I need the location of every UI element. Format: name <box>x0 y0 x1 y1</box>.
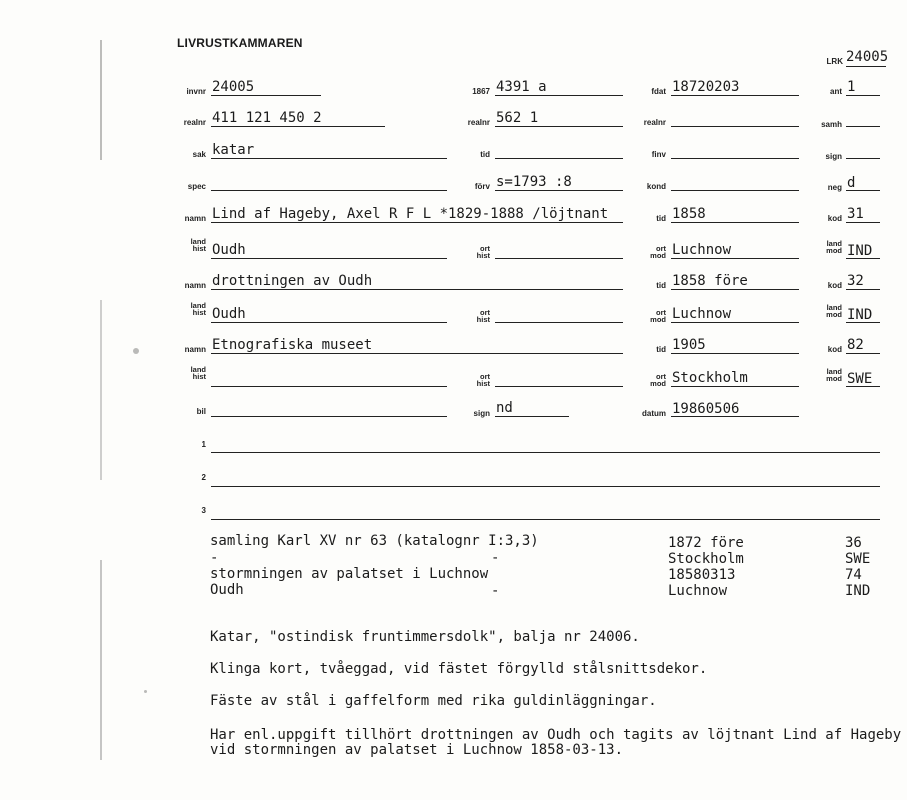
samh-line <box>846 126 880 127</box>
datum-label: datum <box>642 409 666 418</box>
scan-edge-mark <box>100 560 102 760</box>
kod-label: kod <box>827 281 842 290</box>
finv-line <box>671 158 799 159</box>
tid-label: tid <box>480 150 490 159</box>
ort-mod-value: Luchnow <box>672 242 732 258</box>
extra-table-cell: SWE <box>845 551 871 567</box>
kond-line <box>671 190 799 191</box>
realnr-line <box>211 126 385 127</box>
line-number: 1 <box>201 440 206 449</box>
extra-table-cell: Luchnow <box>668 583 728 599</box>
spec-line <box>211 190 447 191</box>
samh-label: samh <box>821 120 842 129</box>
realnr2-line <box>495 126 623 127</box>
spec-label: spec <box>187 182 206 191</box>
y1867-line <box>495 95 623 96</box>
extra-table-cell: 18580313 <box>668 567 736 583</box>
land-hist-label: land hist <box>190 237 206 253</box>
kod-line <box>846 222 880 223</box>
ort-hist-line <box>495 258 623 259</box>
datum-value: 19860506 <box>672 401 740 417</box>
tid-label: tid <box>656 214 666 223</box>
numbered-line <box>211 452 880 453</box>
kod-value: 31 <box>847 206 864 222</box>
land-mod-value: IND <box>847 243 873 259</box>
kod-line <box>846 353 880 354</box>
neg-value: d <box>847 175 856 191</box>
land-hist-label: land hist <box>190 301 206 317</box>
invnr-line <box>211 95 321 96</box>
tid-label: tid <box>656 345 666 354</box>
extra-table-cell: samling Karl XV nr 63 (katalognr I:3,3) <box>210 533 539 549</box>
namn-label: namn <box>184 281 206 290</box>
extra-table-cell: 1872 före <box>668 535 744 551</box>
forv-label: förv <box>474 182 490 191</box>
kond-label: kond <box>646 182 666 191</box>
neg-label: neg <box>827 183 842 192</box>
realnr3-line <box>671 126 799 127</box>
realnr-label: realnr <box>183 118 206 127</box>
ant-value: 1 <box>847 79 856 95</box>
realnr2-value: 562 1 <box>496 110 539 126</box>
tid-line <box>671 222 799 223</box>
land-hist-label: land hist <box>190 365 206 381</box>
tid-line <box>495 158 623 159</box>
land-mod-label: land mod <box>826 239 842 255</box>
kod-label: kod <box>827 214 842 223</box>
ort-mod-value: Stockholm <box>672 370 748 386</box>
forv-value: s=1793 :8 <box>496 174 572 190</box>
note-line: Har enl.uppgift tillhört drottningen av Oudh och tagits av löjtnant Lind af Hageby <box>210 727 902 743</box>
ort-mod-label: ort mod <box>650 244 666 260</box>
sign-line <box>495 416 569 417</box>
tid-value: 1905 <box>672 337 706 353</box>
extra-table-cell: - <box>491 583 500 599</box>
sign-line <box>846 158 880 159</box>
tid-value: 1858 <box>672 206 706 222</box>
extra-table-cell: 36 <box>845 535 862 551</box>
land-mod-label: land mod <box>826 303 842 319</box>
land-hist-line <box>211 258 447 259</box>
extra-table-cell: - <box>210 550 219 566</box>
ant-line <box>846 95 880 96</box>
scan-edge-mark <box>100 40 102 160</box>
numbered-line <box>211 486 880 487</box>
invnr-label: invnr <box>186 87 206 96</box>
bil-line <box>211 416 447 417</box>
land-mod-line <box>846 258 880 259</box>
kod-line <box>846 289 880 290</box>
realnr2-label: realnr <box>467 118 490 127</box>
tid-value: 1858 före <box>672 273 748 289</box>
neg-line <box>846 190 880 191</box>
sign-value: nd <box>496 400 513 416</box>
scan-speck <box>133 348 139 354</box>
note-line: Klinga kort, tvåeggad, vid fästet förgylld stålsnittsdekor. <box>210 661 708 677</box>
sak-line <box>211 158 447 159</box>
land-mod-value: IND <box>847 307 873 323</box>
invnr-value: 24005 <box>212 79 255 95</box>
extra-table-cell: Oudh <box>210 582 244 598</box>
realnr-value: 411 121 450 2 <box>212 110 322 126</box>
land-mod-line <box>846 386 880 387</box>
finv-label: finv <box>651 150 666 159</box>
fdat-label: fdat <box>651 87 666 96</box>
sign-label: sign <box>825 152 842 161</box>
namn-line <box>211 289 623 290</box>
bil-label: bil <box>196 407 206 416</box>
namn-line <box>211 222 623 223</box>
land-hist-line <box>211 322 447 323</box>
kod-value: 32 <box>847 273 864 289</box>
scan-speck <box>144 690 147 693</box>
ort-mod-line <box>671 322 799 323</box>
scan-edge-mark <box>100 300 102 480</box>
sign-label: sign <box>473 409 490 418</box>
note-line: Katar, "ostindisk fruntimmersdolk", balja nr 24006. <box>210 629 640 645</box>
land-mod-line <box>846 322 880 323</box>
datum-line <box>671 416 799 417</box>
ort-hist-label: ort hist <box>476 308 490 324</box>
land-mod-label: land mod <box>826 367 842 383</box>
lrk-label: LRK <box>826 57 843 66</box>
ort-hist-line <box>495 386 623 387</box>
tid-line <box>671 353 799 354</box>
fdat-line <box>671 95 799 96</box>
extra-table-cell: Stockholm <box>668 551 744 567</box>
ort-mod-value: Luchnow <box>672 306 732 322</box>
land-mod-value: SWE <box>847 371 873 387</box>
extra-table-cell: 74 <box>845 567 862 583</box>
ort-mod-line <box>671 258 799 259</box>
note-line: Fäste av stål i gaffelform med rika guldinläggningar. <box>210 693 657 709</box>
ort-mod-label: ort mod <box>650 372 666 388</box>
land-hist-value: Oudh <box>212 306 246 322</box>
forv-line <box>495 190 623 191</box>
ort-hist-line <box>495 322 623 323</box>
y1867-value: 4391 a <box>496 79 547 95</box>
extra-table-cell: stormningen av palatset i Luchnow <box>210 566 489 582</box>
kod-label: kod <box>827 345 842 354</box>
tid-line <box>671 289 799 290</box>
lrk-line <box>846 66 886 67</box>
namn-label: namn <box>184 345 206 354</box>
numbered-line <box>211 519 880 520</box>
sak-label: sak <box>192 150 206 159</box>
ant-label: ant <box>830 87 842 96</box>
y1867-label: 1867 <box>472 87 490 96</box>
institution-title: LIVRUSTKAMMAREN <box>177 36 303 50</box>
extra-table-cell: - <box>491 550 500 566</box>
line-number: 3 <box>201 506 206 515</box>
namn-value: drottningen av Oudh <box>212 273 373 289</box>
namn-label: namn <box>184 214 206 223</box>
namn-line <box>211 353 623 354</box>
ort-hist-label: ort hist <box>476 244 490 260</box>
note-line: vid stormningen av palatset i Luchnow 1858-03-13. <box>210 742 624 758</box>
realnr3-label: realnr <box>643 118 666 127</box>
ort-mod-label: ort mod <box>650 308 666 324</box>
land-hist-line <box>211 386 447 387</box>
kod-value: 82 <box>847 337 864 353</box>
ort-mod-line <box>671 386 799 387</box>
line-number: 2 <box>201 473 206 482</box>
lrk-value: 24005 <box>846 49 889 65</box>
tid-label: tid <box>656 281 666 290</box>
namn-value: Lind af Hageby, Axel R F L *1829-1888 /löjtnant <box>212 206 609 222</box>
fdat-value: 18720203 <box>672 79 740 95</box>
extra-table-cell: IND <box>845 583 871 599</box>
land-hist-value: Oudh <box>212 242 246 258</box>
namn-value: Etnografiska museet <box>212 337 373 353</box>
ort-hist-label: ort hist <box>476 372 490 388</box>
sak-value: katar <box>212 142 255 158</box>
